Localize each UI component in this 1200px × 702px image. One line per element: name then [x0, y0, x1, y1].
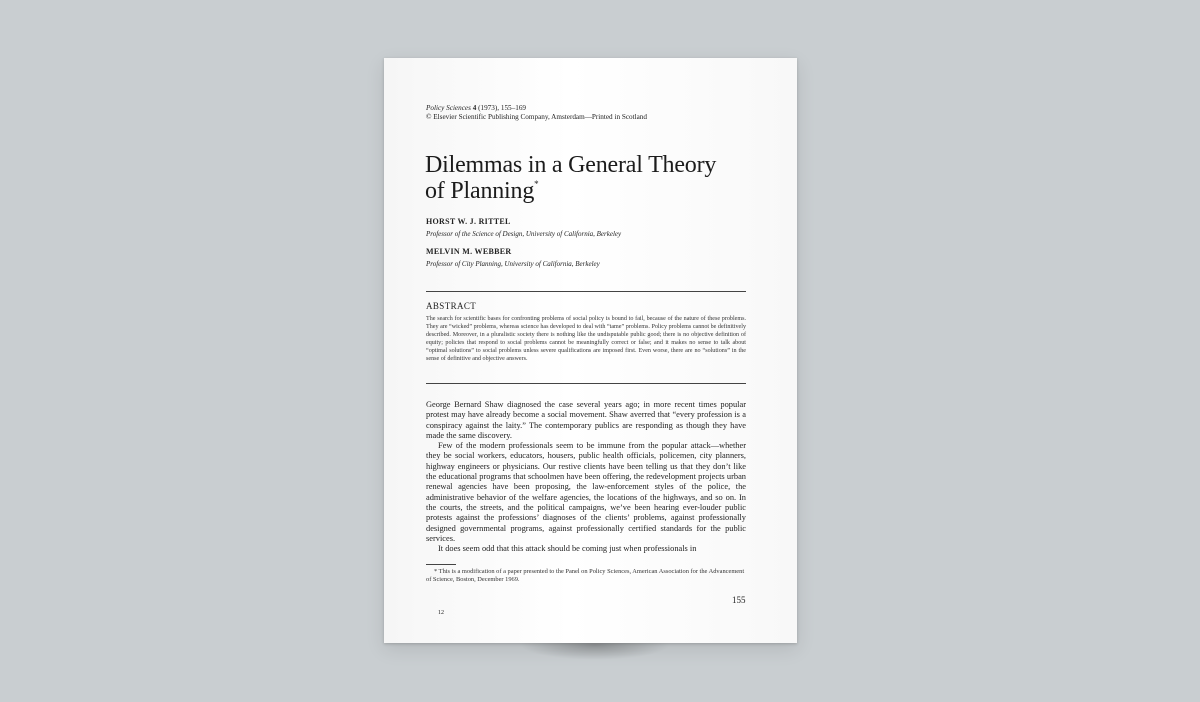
paper-title-line-2: of Planning — [425, 178, 535, 204]
journal-title: Policy Sciences — [426, 104, 471, 112]
body-paragraph-2: Few of the modern professionals seem to be immune from the popular attack—whether they be social workers, educators, housers, public health officials, policemen, city planners, highway engineers or physicians. Our restive clients have been telling us that they don’t like the educational programs that schoolmen have been offering, the redevelopment projects urban renewal agencies have been proposing, the law-enforcement styles of the police, the administrative behavior of the welfare agencies, the locations of the highways, and so on. In the courts, the streets, and the political campaigns, we’ve been hearing ever-louder public protests against the professions’ diagnoses of the clients’ problems, against professionally designed governmental programs, against professionally certified standards for the public services. — [426, 441, 746, 543]
abstract-bottom-rule — [426, 383, 746, 384]
body-paragraph-3: It does seem odd that this attack should be coming just when professionals in — [438, 544, 697, 554]
author-name-rittel: HORST W. J. RITTEL — [426, 217, 511, 226]
paper-title-line-1: Dilemmas in a General Theory — [425, 152, 717, 178]
abstract-heading: ABSTRACT — [426, 301, 477, 311]
journal-copyright: © Elsevier Scientific Publishing Company, Amsterdam—Printed in Scotland — [426, 113, 647, 121]
title-footnote-mark: * — [534, 179, 539, 189]
journal-volume: 4 — [472, 104, 477, 112]
body-text — [426, 400, 746, 554]
journal-citation-rest: (1973), 155–169 — [476, 104, 527, 112]
footnote-text: * This is a modification of a paper presented to the Panel on Policy Sciences, American Association for the Advancement of Science, Boston, December 1969. — [426, 568, 745, 584]
author-affiliation-rittel: Professor of the Science of Design, University of California, Berkeley — [426, 230, 622, 238]
footnote-rule — [426, 564, 456, 565]
author-name-webber: MELVIN M. WEBBER — [426, 247, 512, 256]
paper-title — [425, 152, 716, 204]
paper-page — [384, 58, 797, 643]
author-affiliation-webber: Professor of City Planning, University of California, Berkeley — [426, 260, 600, 268]
journal-citation — [426, 104, 647, 122]
body-paragraph-1: George Bernard Shaw diagnosed the case several years ago; in more recent times popular protest may have already become a social movement. Shaw averred that “every profession is a conspiracy against the laity.” The contemporary publics are responding as though they have made the same discovery. — [426, 400, 746, 440]
abstract-text: The search for scientific bases for confronting problems of social policy is bound to fail, because of the nature of these problems. They are “wicked” problems, whereas science has developed to deal with “tame” problems. Policy problems cannot be definitively described. Moreover, in a pluralistic society there is nothing like the undisputable public good; there is no objective definition of equity; policies that respond to social problems cannot be meaningfully correct or false; and it makes no sense to talk about “optimal solutions” to social problems unless severe qualifications are imposed first. Even worse, there are no “solutions” in the sense of definitive and objective answers. — [426, 316, 746, 362]
page-number: 155 — [732, 595, 746, 605]
signature-mark: 12 — [438, 610, 444, 616]
abstract-top-rule — [426, 291, 746, 292]
